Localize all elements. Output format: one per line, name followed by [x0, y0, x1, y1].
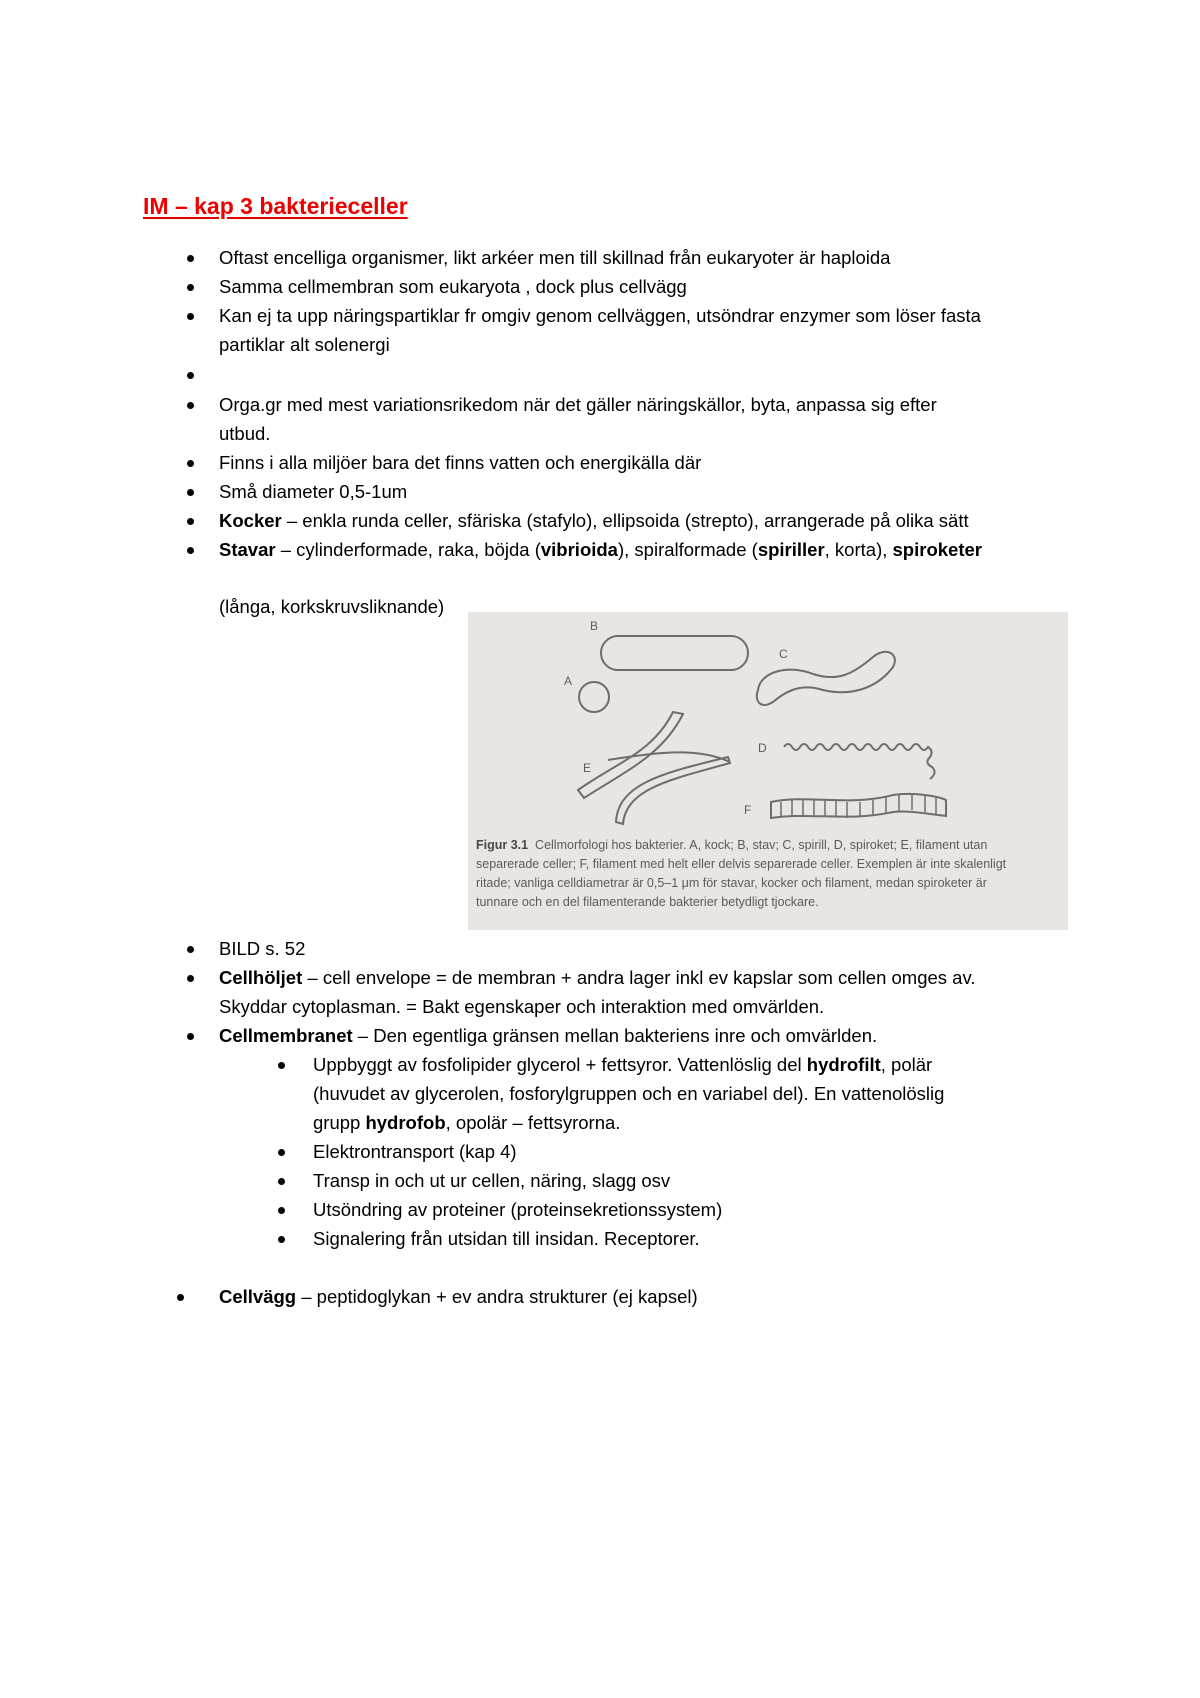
figure-caption-line: separerade celler; F, filament med helt eller delvis separerade celler. Exemplen är inte skalenligt — [476, 857, 1007, 871]
figure-label-a: A — [564, 674, 573, 688]
page-title: IM – kap 3 bakterieceller — [143, 193, 408, 219]
figure-label-c: C — [779, 647, 788, 661]
bullet-dot — [187, 460, 194, 467]
bullet-dot — [187, 1033, 194, 1040]
bullet-dot — [187, 313, 194, 320]
sub-list-item: Elektrontransport (kap 4) — [313, 1141, 517, 1162]
spirochete-shape — [784, 744, 935, 779]
list-item-text: BILD s. 52 — [219, 938, 306, 959]
list-item-stavar — [219, 539, 982, 561]
text-span: , korta), — [824, 539, 893, 560]
term-stavar: Stavar — [219, 539, 276, 560]
list-item-term: Cellhöljet — [219, 967, 303, 988]
list-item-continuation: (långa, korkskruvsliknande) — [219, 596, 445, 617]
list-item — [219, 305, 981, 327]
list-item-continuation: partiklar alt solenergi — [219, 334, 390, 355]
text-span: – cylinderformade, raka, böjda ( — [275, 539, 541, 560]
bullet-dot — [187, 255, 194, 262]
bullet-dot — [177, 1294, 184, 1301]
list-item — [219, 452, 701, 474]
figure-cell-morphology — [468, 612, 1068, 930]
figure-label-f: F — [744, 803, 752, 817]
bullet-dot — [187, 489, 194, 496]
list-item — [219, 1286, 698, 1308]
bullet-dot — [187, 518, 194, 525]
coccus-shape — [579, 682, 609, 712]
list-item-text: Samma cellmembran som eukaryota , dock plus cellvägg — [219, 276, 687, 297]
term-vibrioida: vibrioida — [540, 539, 618, 560]
figure-caption-label: Figur 3.1 — [476, 838, 529, 852]
list-item-text: Orga.gr med mest variationsrikedom när det gäller näringskällor, byta, anpassa sig efter — [219, 394, 937, 415]
sub-bullet-dot — [278, 1207, 285, 1214]
figure-label-b: B — [590, 619, 599, 633]
bullet-dot — [187, 372, 194, 379]
list-item-term: Cellvägg — [219, 1286, 297, 1307]
text-span: ), spiralformade ( — [617, 539, 758, 560]
list-item — [219, 510, 969, 532]
spirillum-shape — [757, 652, 895, 705]
bullet-dot — [187, 975, 194, 982]
bullet-dot — [187, 946, 194, 953]
list-item — [219, 247, 890, 269]
figure-caption-line: ritade; vanliga celldiametrar är 0,5–1 μm för stavar, kocker och filament, medan spiroketer är — [476, 876, 987, 890]
sub-list-item-continuation: (huvudet av glycerolen, fosforylgruppen och en variabel del). En vattenolöslig — [313, 1083, 945, 1104]
term-hydrofilt: hydrofilt — [806, 1054, 881, 1075]
list-item-text: Finns i alla miljöer bara det finns vatten och energikälla där — [219, 452, 702, 473]
figure-label-e: E — [583, 761, 592, 775]
list-item — [219, 394, 937, 416]
list-item-text: Små diameter 0,5-1um — [219, 481, 408, 502]
text-span: grupp — [313, 1112, 366, 1133]
sub-list-item: Transp in och ut ur cellen, näring, slagg osv — [313, 1170, 671, 1191]
bullet-dot — [187, 402, 194, 409]
segmented-filament-shape — [771, 794, 946, 818]
list-item-text: – cell envelope = de membran + andra lager inkl ev kapslar som cellen omges av. — [302, 967, 976, 988]
figure-caption-line — [476, 838, 987, 852]
text-span: , opolär – fettsyrorna. — [445, 1112, 621, 1133]
term-spiroketer: spiroketer — [892, 539, 982, 560]
sub-bullet-dot — [278, 1062, 285, 1069]
list-item-text: – Den egentliga gränsen mellan bakteriens inre och omvärlden. — [352, 1025, 878, 1046]
list-item-text: – peptidoglykan + ev andra strukturer (ej kapsel) — [296, 1286, 698, 1307]
figure-label-d: D — [758, 741, 767, 755]
list-item — [219, 481, 407, 503]
bullet-dot — [187, 547, 194, 554]
term-spiriller: spiriller — [757, 539, 825, 560]
sub-bullet-dot — [278, 1178, 285, 1185]
bullet-dot — [187, 284, 194, 291]
sub-bullet-dot — [278, 1149, 285, 1156]
list-item-text: Oftast encelliga organismer, likt arkéer men till skillnad från eukaryoter är haploida — [219, 247, 891, 268]
sub-bullet-dot — [278, 1236, 285, 1243]
list-item — [219, 938, 305, 960]
rod-shape — [601, 636, 748, 670]
list-item-text: Kan ej ta upp näringspartiklar fr omgiv genom cellväggen, utsöndrar enzymer som löser fasta — [219, 305, 981, 326]
sub-list-item: Utsöndring av proteiner (proteinsekretionssystem) — [313, 1199, 723, 1220]
figure-caption-text: Cellmorfologi hos bakterier. A, kock; B, stav; C, spirill, D, spiroket; E, filament utan — [535, 838, 988, 852]
term-hydrofob: hydrofob — [365, 1112, 446, 1133]
text-span: Uppbyggt av fosfolipider glycerol + fettsyror. Vattenlöslig del — [313, 1054, 807, 1075]
list-item — [219, 276, 687, 298]
list-item-text: – enkla runda celler, sfäriska (stafylo), ellipsoida (strepto), arrangerade på olika sätt — [281, 510, 969, 531]
sub-list-item: Signalering från utsidan till insidan. Receptorer. — [313, 1228, 700, 1249]
sub-list-item — [313, 1054, 932, 1076]
list-item-continuation: utbud. — [219, 423, 271, 444]
list-item-continuation: Skyddar cytoplasman. = Bakt egenskaper och interaktion med omvärlden. — [219, 996, 825, 1017]
list-item-term: Kocker — [219, 510, 282, 531]
figure-caption-line: tunnare och en del filamenterande bakterier betydligt tjockare. — [476, 895, 819, 909]
list-item-term: Cellmembranet — [219, 1025, 353, 1046]
sub-list-item-continuation — [313, 1112, 620, 1134]
list-item — [219, 1025, 877, 1047]
text-span: , polär — [880, 1054, 933, 1075]
filament-shape — [578, 712, 683, 798]
list-item — [219, 967, 975, 989]
